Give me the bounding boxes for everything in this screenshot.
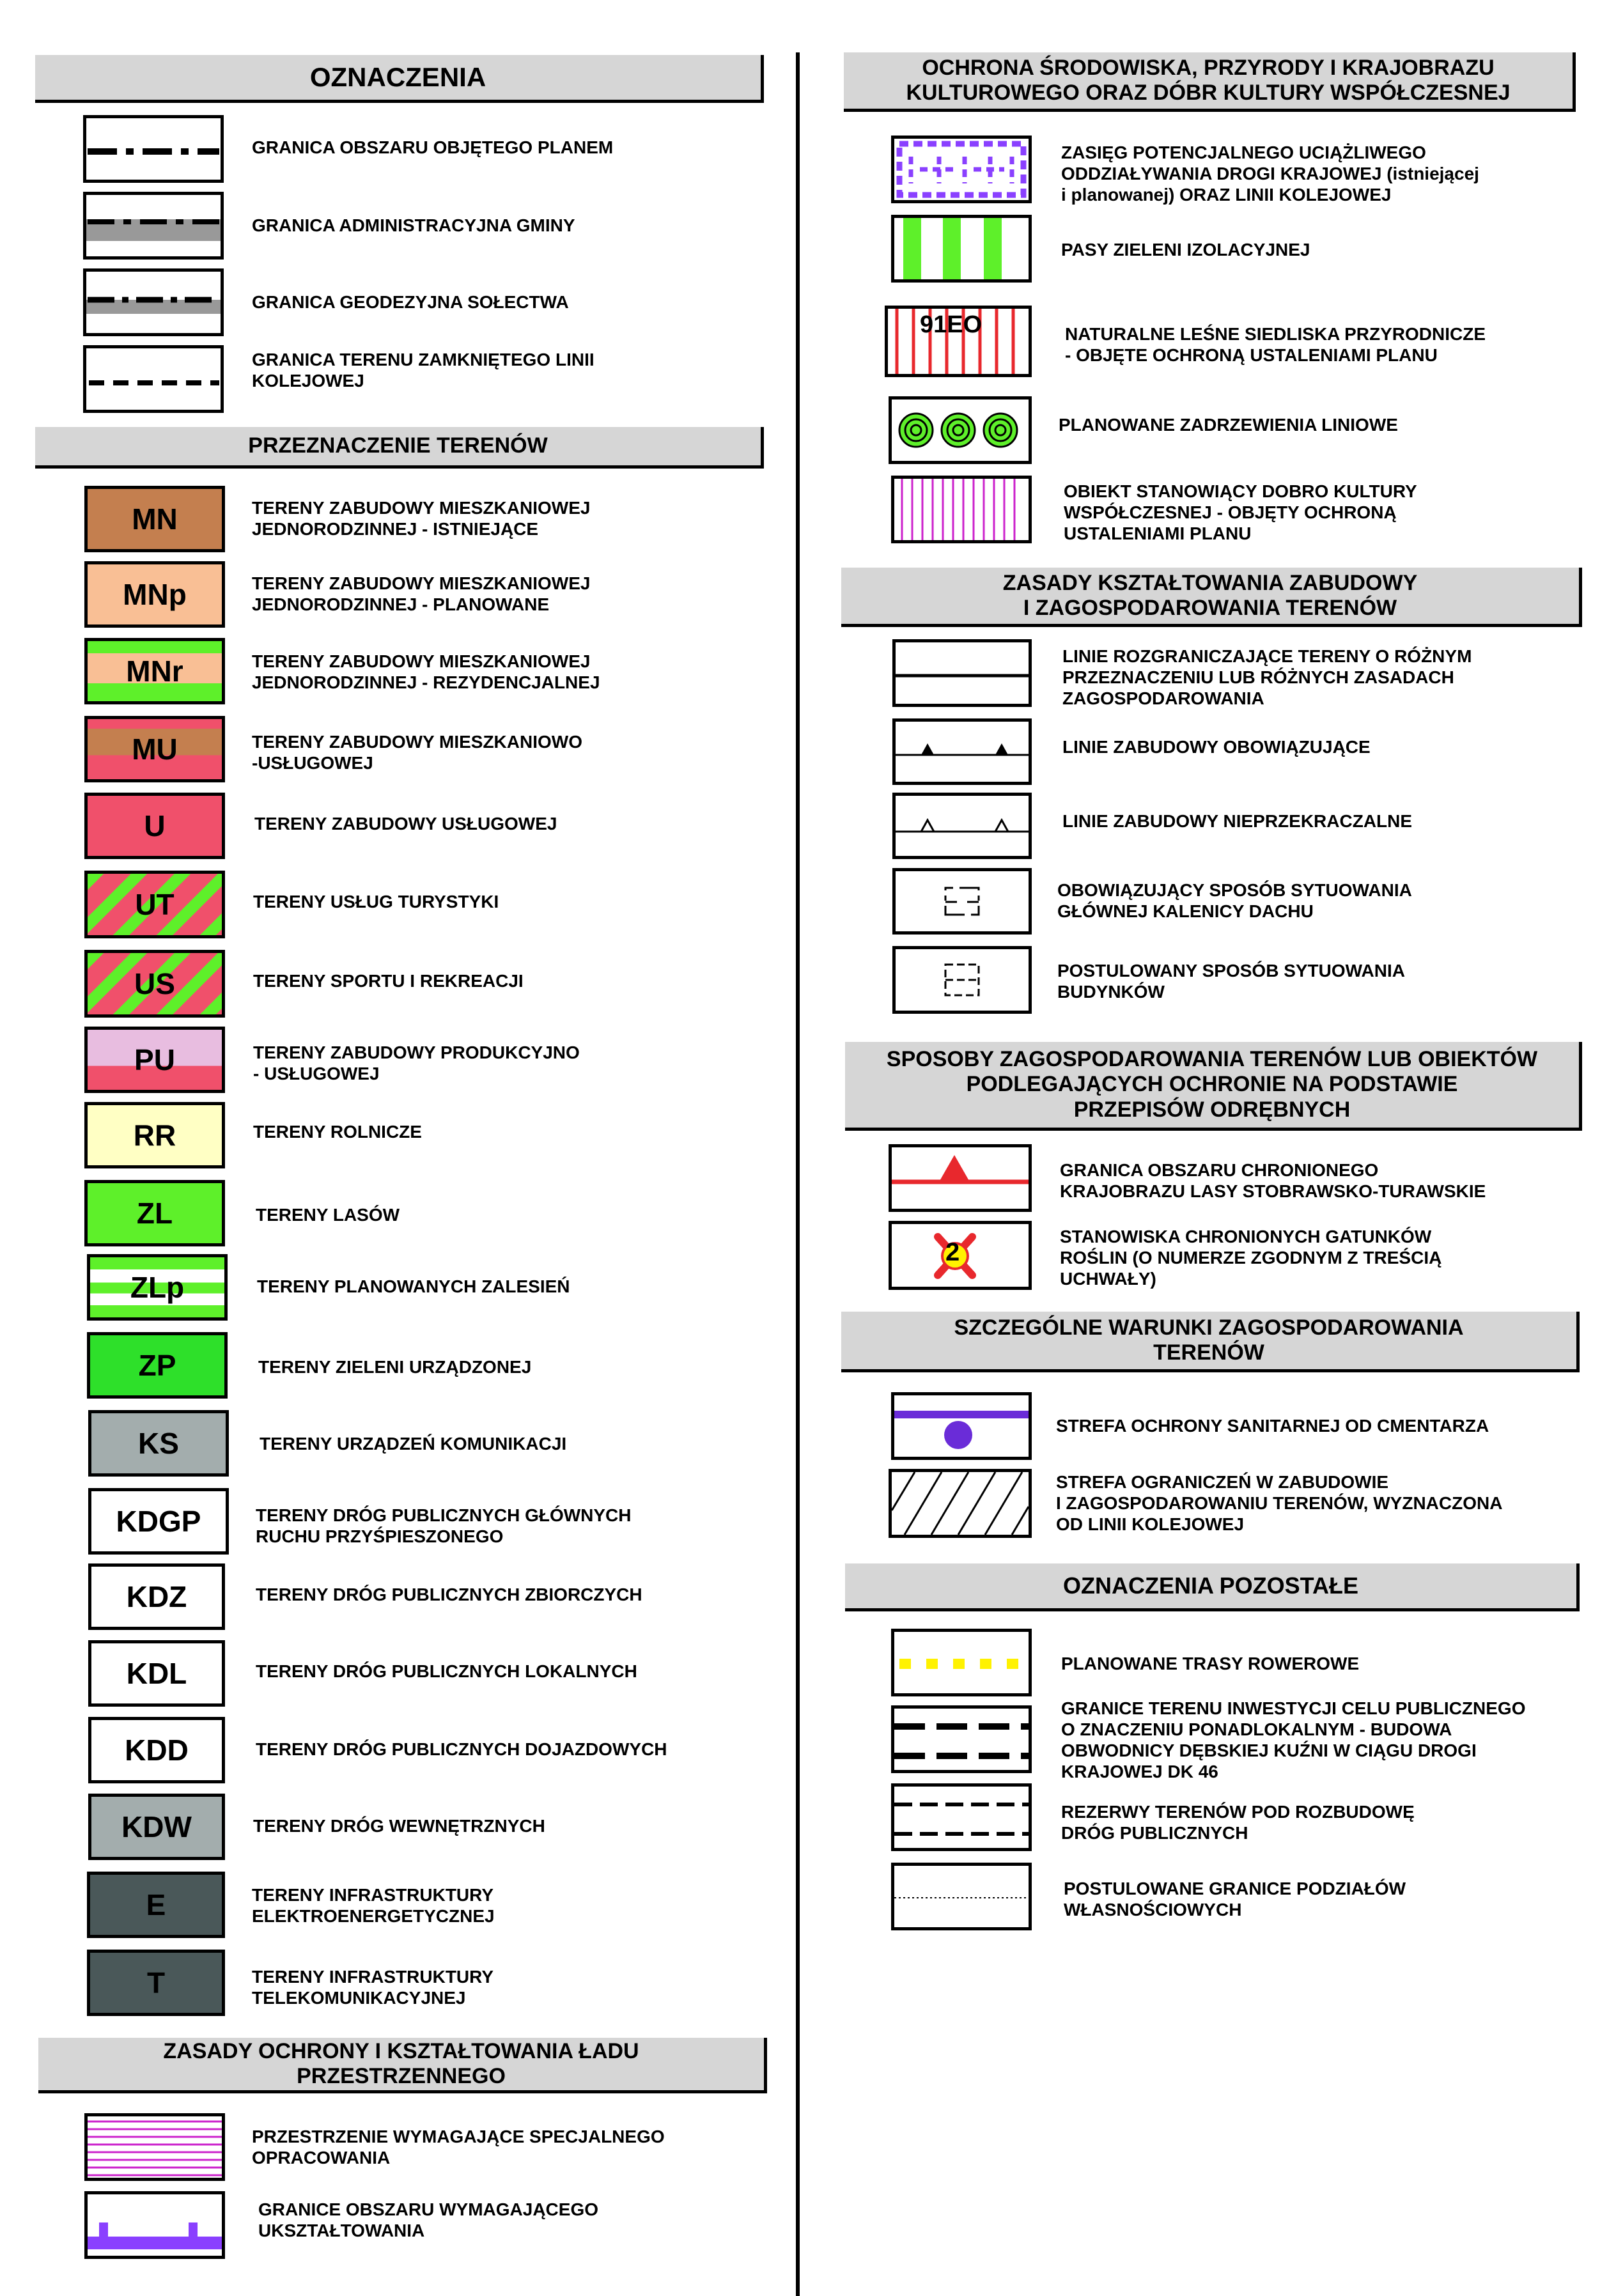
section-header-warunki: SZCZEGÓLNE WARUNKI ZAGOSPODAROWANIA TERENÓW — [841, 1312, 1580, 1372]
land-use-swatch-zl: ZL — [84, 1180, 225, 1246]
land-use-label: TERENY ZABUDOWY PRODUKCYJNO - USŁUGOWEJ — [253, 1043, 580, 1083]
plant-site-number: 2 — [945, 1238, 960, 1266]
land-use-label: TERENY ROLNICZE — [253, 1122, 422, 1142]
legend-label: PASY ZIELENI IZOLACYJNEJ — [1061, 240, 1310, 260]
bike-route-icon — [894, 1632, 1029, 1693]
road-reserve-icon — [894, 1787, 1029, 1848]
land-use-swatch-us: US — [84, 950, 225, 1018]
legend-icon-ownership-division — [891, 1863, 1032, 1930]
land-use-label: TERENY ZABUDOWY MIESZKANIOWO -USŁUGOWEJ — [252, 732, 582, 773]
legend-label: NATURALNE LEŚNE SIEDLISKA PRZYRODNICZE - OBJĘTE OCHRONĄ USTALENIAMI PLANU — [1065, 324, 1486, 365]
legend-label: REZERWY TERENÓW POD ROZBUDOWĘ DRÓG PUBLICZNYCH — [1061, 1802, 1415, 1843]
legend-label: POSTULOWANY SPOSÓB SYTUOWANIA BUDYNKÓW — [1057, 961, 1405, 1002]
legend-icon-tree-planting — [889, 396, 1032, 464]
legend-label: GRANICE TERENU INWESTYCJI CELU PUBLICZNEGO O ZNACZENIU PONADLOKALNYM - BUDOWA OBWODNICY DĘBSKIEJ KUŹNI W CIĄGU DROGI KRAJOWEJ DK 46 — [1061, 1698, 1526, 1781]
land-use-swatch-ut: UT — [84, 871, 225, 938]
public-investment-boundary-icon — [894, 1709, 1029, 1770]
land-use-swatch-ks: KS — [88, 1410, 229, 1477]
legend-label: GRANICA ADMINISTRACYJNA GMINY — [252, 215, 575, 235]
land-use-swatch-zlp: ZLp — [87, 1254, 228, 1321]
legend-label: STREFA OGRANICZEŃ W ZABUDOWIE I ZAGOSPODAROWANIU TERENÓW, WYZNACZONA OD LINII KOLEJOWEJ — [1056, 1472, 1503, 1534]
legend-icon-railway-restriction — [889, 1469, 1032, 1538]
special-study-area-icon — [88, 2116, 222, 2178]
legend-icon-shaping-area — [84, 2191, 225, 2259]
legend-label: PLANOWANE ZADRZEWIENIA LINIOWE — [1059, 415, 1398, 435]
land-use-swatch-u: U — [84, 793, 225, 859]
land-use-label: TERENY URZĄDZEŃ KOMUNIKACJI — [260, 1434, 567, 1454]
legend-icon-nonexceedable-line — [892, 793, 1032, 859]
roof-ridge-orientation-icon — [896, 871, 1029, 931]
legend-icon-special-study — [84, 2113, 225, 2181]
land-use-swatch-kdz: KDZ — [88, 1563, 225, 1630]
land-use-label: TERENY SPORTU I REKREACJI — [253, 971, 524, 991]
legend-icon-forest-habitat — [885, 306, 1032, 377]
demarcation-line-icon — [896, 642, 1029, 704]
nuisance-range-icon — [894, 139, 1029, 200]
land-use-swatch-kdgp: KDGP — [88, 1488, 229, 1555]
land-use-swatch-mn: MN — [84, 486, 225, 552]
habitat-code: 91EO — [920, 311, 983, 338]
legend-icon-isolation-greenery — [891, 215, 1032, 283]
land-use-swatch-rr: RR — [84, 1102, 225, 1168]
shaping-area-boundary-icon — [88, 2194, 222, 2256]
linear-tree-planting-icon — [892, 399, 1029, 461]
legend-icon-protected-plants — [889, 1221, 1032, 1290]
land-use-label: TERENY ZABUDOWY MIESZKANIOWEJ JEDNORODZINNEJ - PLANOWANE — [252, 573, 591, 614]
land-use-label: TERENY DRÓG PUBLICZNYCH DOJAZDOWYCH — [256, 1739, 667, 1759]
legend-icon-building-placement — [892, 946, 1032, 1014]
legend-icon-cemetery-zone — [891, 1392, 1032, 1460]
land-use-label: TERENY DRÓG WEWNĘTRZNYCH — [253, 1816, 545, 1836]
legend-icon-cultural-asset — [891, 476, 1032, 543]
railway-restriction-zone-icon — [892, 1472, 1029, 1535]
land-use-swatch-t: T — [87, 1950, 225, 2016]
legend-label: GRANICA GEODEZYJNA SOŁECTWA — [252, 292, 569, 312]
legend-label: ZASIĘG POTENCJALNEGO UCIĄŻLIWEGO ODDZIAŁYWANIA DROGI KRAJOWEJ (istniejącej i planowanej) ORAZ LINII KOLEJOWEJ — [1061, 143, 1479, 205]
legend-label: STREFA OCHRONY SANITARNEJ OD CMENTARZA — [1056, 1416, 1489, 1436]
land-use-swatch-mnp: MNp — [84, 561, 225, 628]
legend-icon-roof-ridge — [892, 868, 1032, 935]
legend-icon-nuisance-range — [891, 136, 1032, 203]
legend-icon-protected-landscape — [889, 1144, 1032, 1212]
land-use-label: TERENY PLANOWANYCH ZALESIEŃ — [257, 1276, 570, 1296]
land-use-swatch-zp: ZP — [87, 1332, 228, 1399]
section-header-oznaczenia: OZNACZENIA — [35, 55, 764, 103]
land-use-swatch-pu: PU — [84, 1027, 225, 1093]
land-use-swatch-mnr: MNr — [84, 638, 225, 704]
column-divider — [796, 52, 800, 2296]
land-use-label: TERENY ZIELENI URZĄDZONEJ — [258, 1357, 532, 1377]
legend-icon-bike-route — [891, 1629, 1032, 1696]
legend-label: GRANICA OBSZARU OBJĘTEGO PLANEM — [252, 137, 614, 157]
legend-icon-public-investment — [891, 1705, 1032, 1773]
land-use-label: TERENY INFRASTRUKTURY ELEKTROENERGETYCZNEJ — [252, 1885, 495, 1926]
legend-label: LINIE ZABUDOWY OBOWIĄZUJĄCE — [1062, 737, 1371, 757]
section-header-lad: ZASADY OCHRONY I KSZTAŁTOWANIA ŁADU PRZESTRZENNEGO — [38, 2038, 767, 2093]
building-placement-icon — [896, 949, 1029, 1011]
legend-icon-road-reserve — [891, 1783, 1032, 1851]
land-use-label: TERENY ZABUDOWY MIESZKANIOWEJ JEDNORODZINNEJ - ISTNIEJĄCE — [252, 498, 591, 539]
legend-label: GRANICA TERENU ZAMKNIĘTEGO LINII KOLEJOWEJ — [252, 350, 594, 391]
land-use-label: TERENY ZABUDOWY MIESZKANIOWEJ JEDNORODZINNEJ - REZYDENCJALNEJ — [252, 651, 600, 692]
section-header-sposoby: SPOSOBY ZAGOSPODAROWANIA TERENÓW LUB OBIEKTÓW PODLEGAJĄCYCH OCHRONIE NA PODSTAWIE PRZEPISÓW ODRĘBNYCH — [845, 1042, 1582, 1131]
legend-label: LINIE ZABUDOWY NIEPRZEKRACZALNE — [1062, 811, 1413, 831]
land-use-swatch-kdd: KDD — [88, 1717, 225, 1783]
land-use-label: TERENY DRÓG PUBLICZNYCH GŁÓWNYCH RUCHU PRZYŚPIESZONEGO — [256, 1505, 632, 1546]
legend-label: GRANICA OBSZARU CHRONIONEGO KRAJOBRAZU LASY STOBRAWSKO-TURAWSKIE — [1060, 1160, 1486, 1201]
legend-icon-mandatory-building-line — [892, 718, 1032, 785]
land-use-label: TERENY USŁUG TURYSTYKI — [253, 892, 499, 911]
railway-closed-area-line-icon — [86, 348, 221, 410]
land-use-swatch-kdw: KDW — [88, 1794, 225, 1860]
legend-label: OBOWIĄZUJĄCY SPOSÓB SYTUOWANIA GŁÓWNEJ KALENICY DACHU — [1057, 880, 1412, 921]
cultural-asset-icon — [894, 479, 1029, 540]
land-use-label: TERENY LASÓW — [256, 1205, 400, 1225]
legend-icon-commune-boundary — [83, 192, 224, 260]
land-use-label: TERENY DRÓG PUBLICZNYCH LOKALNYCH — [256, 1661, 637, 1681]
legend-label: LINIE ROZGRANICZAJĄCE TERENY O RÓŻNYM PRZEZNACZENIU LUB RÓŻNYCH ZASADACH ZAGOSPODAROWANIA — [1062, 646, 1472, 708]
plan-boundary-line-icon — [86, 118, 221, 180]
section-header-ochrona: OCHRONA ŚRODOWISKA, PRZYRODY I KRAJOBRAZU KULTUROWEGO ORAZ DÓBR KULTURY WSPÓŁCZESNEJ — [844, 52, 1576, 112]
legend-label: STANOWISKA CHRONIONYCH GATUNKÓW ROŚLIN (O NUMERZE ZGODNYM Z TREŚCIĄ UCHWAŁY) — [1060, 1227, 1442, 1289]
section-header-przeznaczenie: PRZEZNACZENIE TERENÓW — [35, 427, 764, 469]
legend-label: GRANICE OBSZARU WYMAGAJĄCEGO UKSZTAŁTOWANIA — [258, 2199, 599, 2240]
legend-icon-plan-boundary — [83, 115, 224, 183]
land-use-swatch-mu: MU — [84, 716, 225, 782]
mandatory-building-line-icon — [896, 722, 1029, 782]
land-use-label: TERENY DRÓG PUBLICZNYCH ZBIORCZYCH — [256, 1585, 642, 1604]
legend-label: PLANOWANE TRASY ROWEROWE — [1061, 1654, 1360, 1673]
land-use-label: TERENY INFRASTRUKTURY TELEKOMUNIKACYJNEJ — [252, 1967, 494, 2008]
village-boundary-line-icon — [86, 272, 221, 333]
legend-label: PRZESTRZENIE WYMAGAJĄCE SPECJALNEGO OPRACOWANIA — [252, 2127, 665, 2168]
legend-label: POSTULOWANE GRANICE PODZIAŁÓW WŁASNOŚCIOWYCH — [1064, 1879, 1406, 1920]
land-use-swatch-e: E — [87, 1872, 225, 1938]
protected-landscape-icon — [892, 1147, 1029, 1209]
section-header-zabudowa: ZASADY KSZTAŁTOWANIA ZABUDOWY I ZAGOSPODAROWANIA TERENÓW — [841, 568, 1582, 627]
land-use-label: TERENY ZABUDOWY USŁUGOWEJ — [254, 814, 557, 834]
commune-boundary-line-icon — [86, 195, 221, 256]
nonexceedable-building-line-icon — [896, 796, 1029, 856]
section-header-pozostale: OZNACZENIA POZOSTAŁE — [845, 1563, 1580, 1611]
isolation-greenery-icon — [894, 218, 1029, 279]
land-use-swatch-kdl: KDL — [88, 1640, 225, 1707]
legend-icon-railway-closed-area — [83, 345, 224, 413]
cemetery-zone-icon — [894, 1395, 1029, 1457]
legend-label: OBIEKT STANOWIĄCY DOBRO KULTURY WSPÓŁCZESNEJ - OBJĘTY OCHRONĄ USTALENIAMI PLANU — [1064, 481, 1417, 543]
ownership-division-icon — [894, 1866, 1029, 1927]
legend-icon-demarcation-line — [892, 639, 1032, 707]
protected-plants-icon — [892, 1224, 1029, 1287]
legend-icon-village-boundary — [83, 268, 224, 336]
